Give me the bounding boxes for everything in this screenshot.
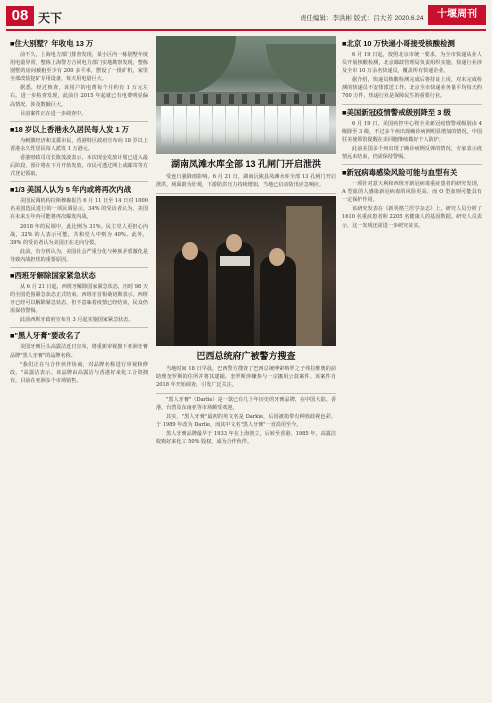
article-beijing-couriers: [342, 39, 482, 101]
article-headline: ■18 岁以上香港永久居民每人发 1 万: [10, 124, 130, 134]
divider: [342, 164, 482, 165]
divider: [10, 121, 148, 122]
article-paragraph: 6 月 19 日，美国疾控中心将全美新冠疫情警戒级别由 4 级降至 3 级，不过多个州出现确诊病例明显增加的情况，中国驻美使领馆提醒在美同胞继续做好个人防护。: [342, 120, 482, 143]
page-number: 08: [6, 6, 34, 26]
article-us-alert-level: [342, 108, 482, 161]
article-paragraph: 一项针对意大利和西班牙新冠病毒重症患者的研究发现，A 型血的人感染新冠病毒的风险更高，而 O 型血则可能具有一定保护作用。: [342, 181, 482, 204]
article-blood-type: [342, 168, 482, 230]
article-darlie-rename: [10, 331, 148, 384]
newspaper-masthead: 十堰周刊: [428, 5, 486, 25]
article-paragraph: 美国牙膏巨头高露洁近日宣布，将重新审视旗下亚洲牙膏品牌"黑人牙膏"的品牌名称。: [10, 344, 148, 359]
article-paragraph: 此前美国多个州出现了确诊病例反弹的情况，专家表示疫情远未结束，仍需保持警惕。: [342, 145, 482, 160]
photo-caption-title: 巴西总统府广被警方搜查: [196, 351, 296, 362]
article-spain-emergency: [10, 271, 148, 324]
article-paragraph: 6 月 19 日起，按照北京市统一要求，为全市快递从业人员开展核酸检测，北京邮政管理局负责组织实施。快递行业涉及全市 10 万余名快递员，覆盖所有快递企业。: [342, 52, 482, 75]
divider: [10, 181, 148, 182]
page-header: [0, 0, 492, 30]
header-rule: [6, 29, 486, 31]
flood-release-photo: [156, 36, 336, 154]
police-search-photo: [156, 196, 336, 346]
article-headline: ■美国新冠疫情警戒级别降至 3 级: [342, 107, 451, 117]
divider: [156, 393, 336, 394]
article-paragraph: 2018 年的民调中，此比例为 31%。民主党人更担心内战，32% 的人表示可能，共和党人中则为 40%。此外，39% 的受访者认为美国正在走向分裂。: [10, 223, 148, 246]
center-column: [156, 36, 336, 447]
photo-caption: 受连日强降雨影响，6 月 21 日，湖南沅陵县凤滩水库全部 13 孔闸门开启泄洪，场面蔚为壮观，下游防洪压力持续增加，当地已启动防汛应急响应。: [156, 174, 336, 189]
divider: [10, 267, 148, 268]
article-headline: ■北京 10 万快递小哥接受核酸检测: [342, 39, 455, 48]
article-mansion-power: [10, 39, 148, 118]
divider: [342, 104, 482, 105]
article-paragraph: "我们正在与合作伙伴协商，对品牌名称进行审视和修改。"高露洁表示。该品牌由高露洁与香港好来化工合资拥有，目前在亚洲多个市场销售。: [10, 361, 148, 384]
article-paragraph: 此前西班牙政府宣布自 3 月起实施国家紧急状态。: [20, 317, 134, 324]
article-headline: ■新冠病毒感染风险可能与血型有关: [342, 168, 458, 178]
editor-credits: 责任编辑：李洪彬 版式：吕大芳 2020.6.24: [300, 15, 424, 22]
article-paragraph: 为刺激经济和支援市民，香港特区政府宣布向 18 岁以上香港永久性居民每人派发 1 万港元。: [10, 137, 148, 152]
divider: [10, 327, 148, 328]
left-column: [10, 36, 148, 388]
divider: [156, 193, 336, 194]
article-paragraph: 前不久，上海电力部门排查发现，某小区内一栋别墅年度用电量异常，整栋上海警方合同电力部门实地勘察发现，整栋别墅的房间被租至少有 200 多平米，摆设了一批矿机，家里全部改装挖矿专用设备，每天用电量巨大。: [10, 52, 148, 83]
article-paragraph: 香港财政司司长陈茂波表示，本次现金发放计划已进入最后阶段，预计将在下月开始发放，市民可透过网上或邮寄等方式登记领取。: [10, 154, 148, 178]
article-headline: ■"黑人牙膏"要改名了: [10, 331, 81, 341]
article-paragraph: 目前案件正在进一步调查中。: [20, 110, 87, 117]
article-paragraph: "黑人牙膏"（Darlie）是一款已有几十年历史的牙膏品牌，在中国大陆、香港、台湾及东南亚等市场颇受欢迎。: [156, 396, 336, 411]
photo-caption-title: 湖南凤滩水库全部 13 孔闸门开启泄洪: [170, 159, 321, 169]
article-headline: ■住大别墅？年收电 13 万: [10, 39, 94, 48]
article-paragraph: 从 6 月 21 日起，西班牙解除国家紧急状态，历时 98 天的全国范围紧急状态正式结束。西班牙首相桑切斯表示，西班牙已经可以解除紧急状态，但不意味着疫情已经结束，民众仍需保持警惕。: [10, 283, 148, 315]
article-us-civil-war-poll: [10, 185, 148, 264]
article-paragraph: 据悉，经过核查，该用户的电费每个月约有 1 万元左右。进一步检查发现，此前自 2015 年起就已有电费明显偏高情况，涉及数额巨大。: [10, 85, 148, 108]
article-paragraph: 其实，"黑人牙膏"最初的英文名是 Darkie，后因被指带有种族歧视色彩，于 1989 年改为 Darlie。而其中文名"黑人牙膏"一直沿用至今。: [156, 414, 336, 429]
article-paragraph: 该研究发表在《新英格兰医学杂志》上，研究人员分析了 1610 名重症患者和 2205 名健康人的基因数据。研究人员表示，这一发现还需进一步研究证实。: [342, 206, 482, 229]
article-headline: ■西班牙解除国家紧急状态: [10, 270, 96, 280]
section-title: 天下: [38, 11, 63, 25]
article-paragraph: 美国民调机构拉斯穆森报告 6 月 11 日至 14 日对 1000 名美国选民进行的一项民调显示，34% 的受访者认为，美国在未来五年内可能将再次爆发内战。: [10, 198, 148, 221]
article-paragraph: 黑人牙膏品牌最早于 1933 年在上海创立，后转至香港。1985 年，高露洁收购好来化工 50% 股权，成为合作伙伴。: [156, 431, 336, 446]
article-headline: ■1/3 美国人认为 5 年内或将再次内战: [10, 185, 132, 195]
photo-caption: 当地时间 18 日早晨，巴西警方搜查了巴西总统博索纳罗之子弗拉维奥的前助理奎罗斯的住所并将其逮捕。奎罗斯涉嫌参与一宗挪用公款案件。该案件自 2018 年开始调查，引发广泛关注。: [156, 366, 336, 389]
article-hk-cash: [10, 125, 148, 178]
right-column: [342, 36, 482, 233]
article-paragraph: 此前，有分析认为，美国社会严重分化与种族矛盾激化是导致内战担忧的重要原因。: [10, 248, 148, 263]
article-paragraph: 据介绍，快递员核酸检测完成后将持证上岗，对未完成检测的快递员不安排派送工作。北京全市快递业务量平均每天约 700 万件，快递行业是保障民生的重要行业。: [342, 77, 482, 100]
